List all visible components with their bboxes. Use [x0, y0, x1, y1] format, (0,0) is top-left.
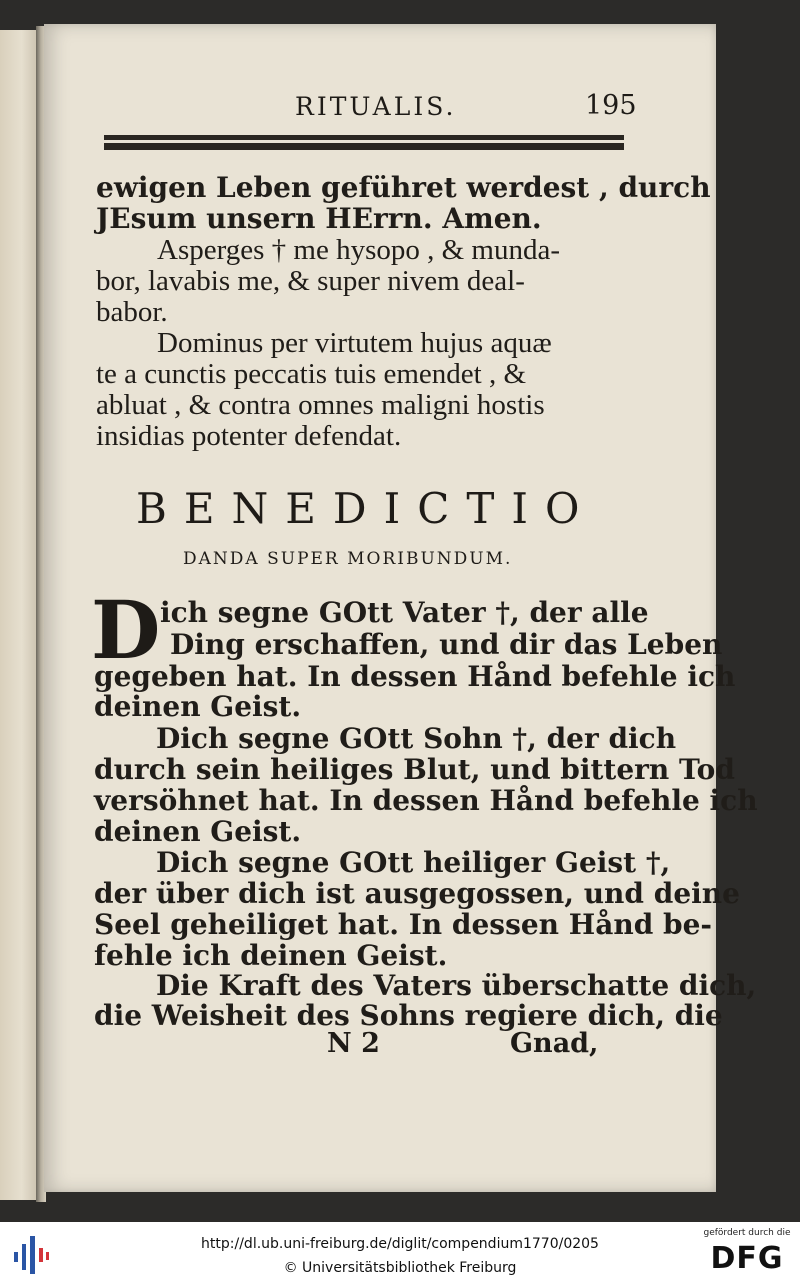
permalink-url[interactable]: http://dl.ub.uni-freiburg.de/diglit/compendium1770/0205 [201, 1236, 599, 1252]
text-line: Ding erschaffen, und dir das Leben [170, 628, 723, 661]
text-line: Asperges † me hysopo , & munda- [157, 234, 560, 266]
text-line: Dich segne GOtt Sohn †, der dich [156, 722, 677, 755]
text-line: Dominus per virtutem hujus aquæ [157, 327, 552, 359]
text-line: ewigen Leben geführet werdest , durch [96, 171, 711, 204]
text-line: fehle ich deinen Geist. [94, 939, 448, 972]
dfg-logo [700, 1228, 794, 1278]
section-title: BENEDICTIO [136, 484, 597, 533]
text-line: babor. [96, 296, 168, 328]
text-line: der über dich ist ausgegossen, und deine [94, 877, 740, 910]
text-line: bor, lavabis me, & super nivem deal- [96, 265, 525, 297]
text-line: durch sein heiliges Blut, und bittern Tod [94, 753, 735, 786]
text-line: versöhnet hat. In dessen Hånd befehle ich [94, 784, 758, 817]
header-rule-thick [104, 143, 624, 150]
text-line: Die Kraft des Vaters überschatte dich, [156, 969, 757, 1002]
text-line: Seel geheiliget hat. In dessen Hånd be- [94, 908, 713, 941]
text-line: deinen Geist. [94, 815, 302, 848]
text-line: die Weisheit des Sohns regiere dich, die [94, 999, 723, 1032]
signature-mark: N 2 [327, 1028, 380, 1059]
catchword: Gnad, [510, 1028, 599, 1059]
copyright-notice: © Universitätsbibliothek Freiburg [283, 1260, 517, 1276]
section-subtitle: DANDA SUPER MORIBUNDUM. [183, 549, 513, 569]
text-line: te a cunctis peccatis tuis emendet , & [96, 358, 527, 390]
text-line: Dich segne GOtt heiliger Geist †, [156, 846, 671, 879]
text-line: JEsum unsern HErrn. Amen. [96, 202, 542, 235]
dfg-caption: gefördert durch die [703, 1228, 791, 1238]
text-line: insidias potenter defendat. [96, 420, 402, 452]
viewer-footer [0, 1222, 800, 1282]
text-line: ich segne GOtt Vater †, der alle [160, 596, 649, 629]
text-line: deinen Geist. [94, 690, 302, 723]
page-number: 195 [585, 90, 637, 121]
previous-page-edge [0, 30, 37, 1200]
running-head: RITUALIS. [295, 92, 457, 121]
drop-initial: D [91, 583, 161, 677]
text-line: abluat , & contra omnes maligni hostis [96, 389, 545, 421]
header-rule [104, 133, 624, 153]
header-rule-thin [104, 135, 624, 140]
dfg-logo-text: DFG [710, 1241, 784, 1276]
text-line: gegeben hat. In dessen Hånd befehle ich [94, 660, 736, 693]
